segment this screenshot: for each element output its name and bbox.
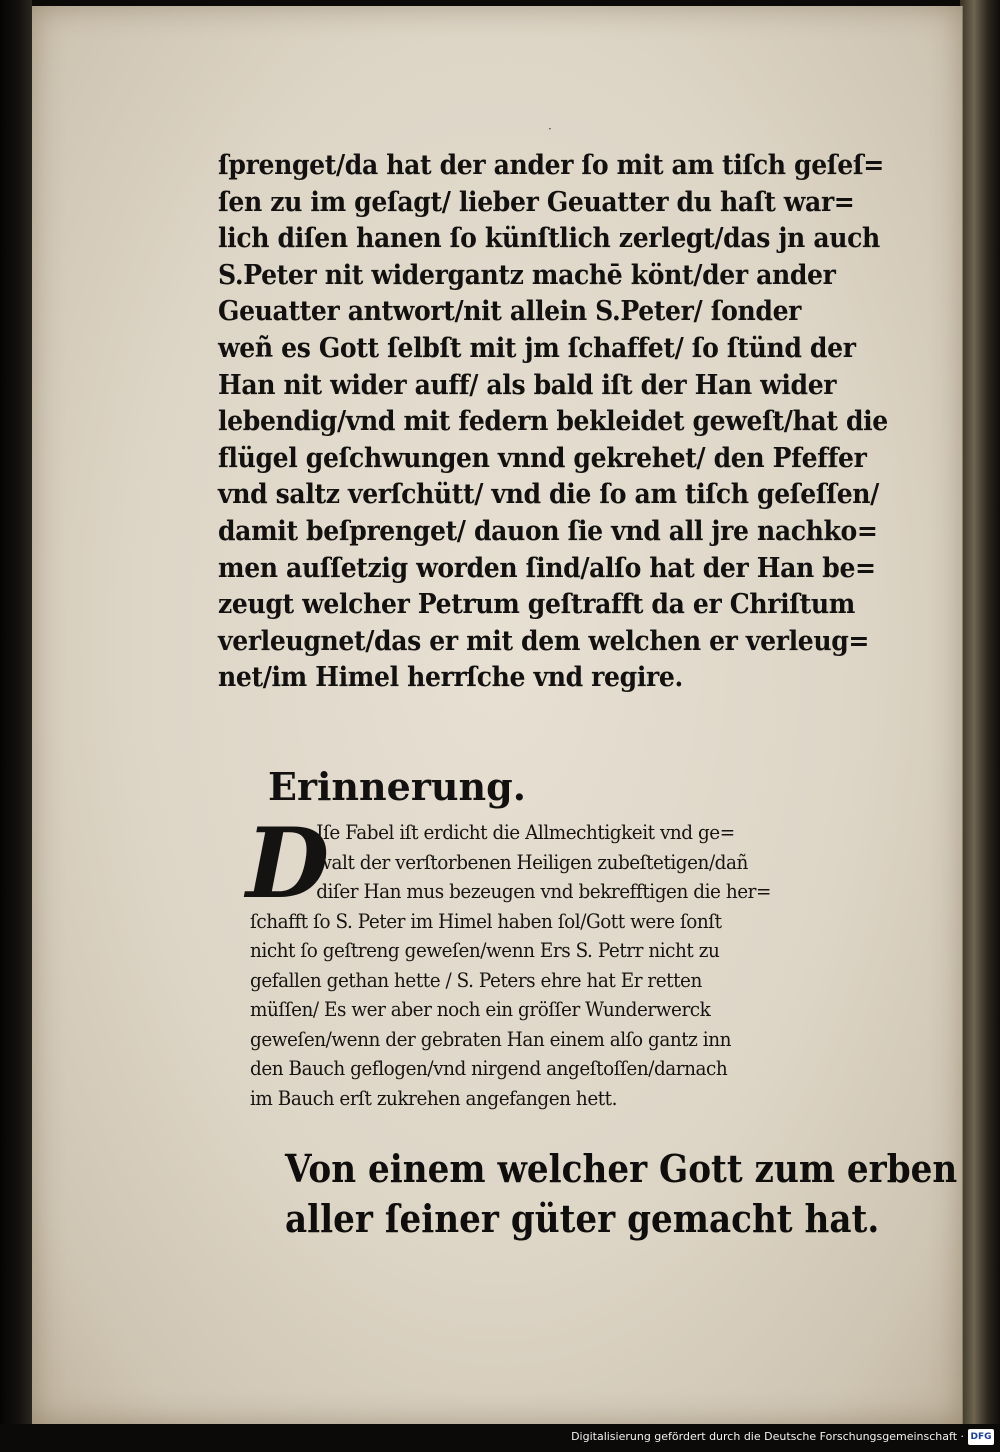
digitization-footer — [0, 1424, 1000, 1452]
right-binding-edge — [960, 0, 1000, 1452]
commentary-line: nicht ſo geſtreng geweſen/wenn Ers S. Petrr nicht zu — [250, 938, 720, 962]
body-line: lebendig/vnd mit federn bekleidet geweſt/hat die — [218, 406, 888, 438]
body-line: vnd saltz verſchütt/ vnd die ſo am tiſch geſeſſen/ — [218, 479, 879, 511]
commentary-line: Iſe Fabel iſt erdicht die Allmechtigkeit vnd ge= — [316, 820, 735, 844]
folio-mark: · — [548, 122, 552, 136]
main-text-block — [218, 148, 908, 697]
title-line: Von einem welcher Gott zum erben — [285, 1146, 958, 1191]
commentary-line: müſſen/ Es wer aber noch ein gröſſer Wunderwerck — [250, 997, 711, 1021]
commentary-line: walt der verſtorbenen Heiligen zubeſtetigen/dañ — [316, 849, 748, 874]
section-heading: Erinnerung. — [268, 764, 526, 809]
body-line: flügel geſchwungen vnnd gekrehet/ den Pfeffer — [218, 442, 867, 474]
funding-credit: Digitalisierung gefördert durch die Deutsche Forschungsgemeinschaft · — [571, 1430, 964, 1443]
commentary-line: im Bauch erſt zukrehen angefangen hett. — [250, 1085, 618, 1110]
commentary-line: geweſen/wenn der gebraten Han einem alſo gantz inn — [250, 1026, 731, 1051]
commentary-line: ſchafft ſo S. Peter im Himel haben ſol/Gott were ſonſt — [250, 908, 722, 933]
body-line: S.Peter nit widergantz machē könt/der ander — [218, 259, 836, 291]
body-line: net/im Himel herrſche vnd regire. — [218, 662, 683, 694]
body-line: Han nit wider auff/ als bald iſt der Han wider — [218, 369, 837, 401]
dfg-logo-icon: DFG — [968, 1429, 994, 1445]
commentary-line: den Bauch geflogen/vnd nirgend angeſtoſſen/darnach — [250, 1056, 728, 1080]
decorated-initial: D — [246, 807, 330, 920]
body-line: damit beſprenget/ dauon ſie vnd all jre nachko= — [218, 515, 878, 547]
title-line: aller ſeiner güter gemacht hat. — [285, 1196, 880, 1241]
body-line: ſen zu im geſagt/ lieber Geuatter du haſt war= — [218, 186, 855, 218]
commentary-block — [250, 818, 916, 1113]
next-chapter-title — [252, 1144, 958, 1244]
body-line: zeugt welcher Petrum geſtrafft da er Chriſtum — [218, 589, 855, 621]
commentary-line: gefallen gethan hette / S. Peters ehre hat Er retten — [250, 967, 702, 992]
body-line: men auſſetzig worden ſind/alſo hat der Han be= — [218, 552, 876, 584]
body-line: weñ es Gott ſelbſt mit jm ſchaffet/ ſo ſtünd der — [218, 332, 856, 364]
body-line: ſprenget/da hat der ander ſo mit am tiſch geſeſ= — [218, 150, 884, 181]
left-binding-edge — [0, 0, 32, 1452]
body-line: lich diſen hanen ſo künſtlich zerlegt/das jn auch — [218, 223, 880, 255]
body-line: verleugnet/das er mit dem welchen er verleug= — [218, 625, 870, 657]
commentary-line: diſer Han mus bezeugen vnd bekrefftigen die her= — [316, 879, 771, 903]
body-line: Geuatter antwort/nit allein S.Peter/ ſonder — [218, 296, 802, 328]
